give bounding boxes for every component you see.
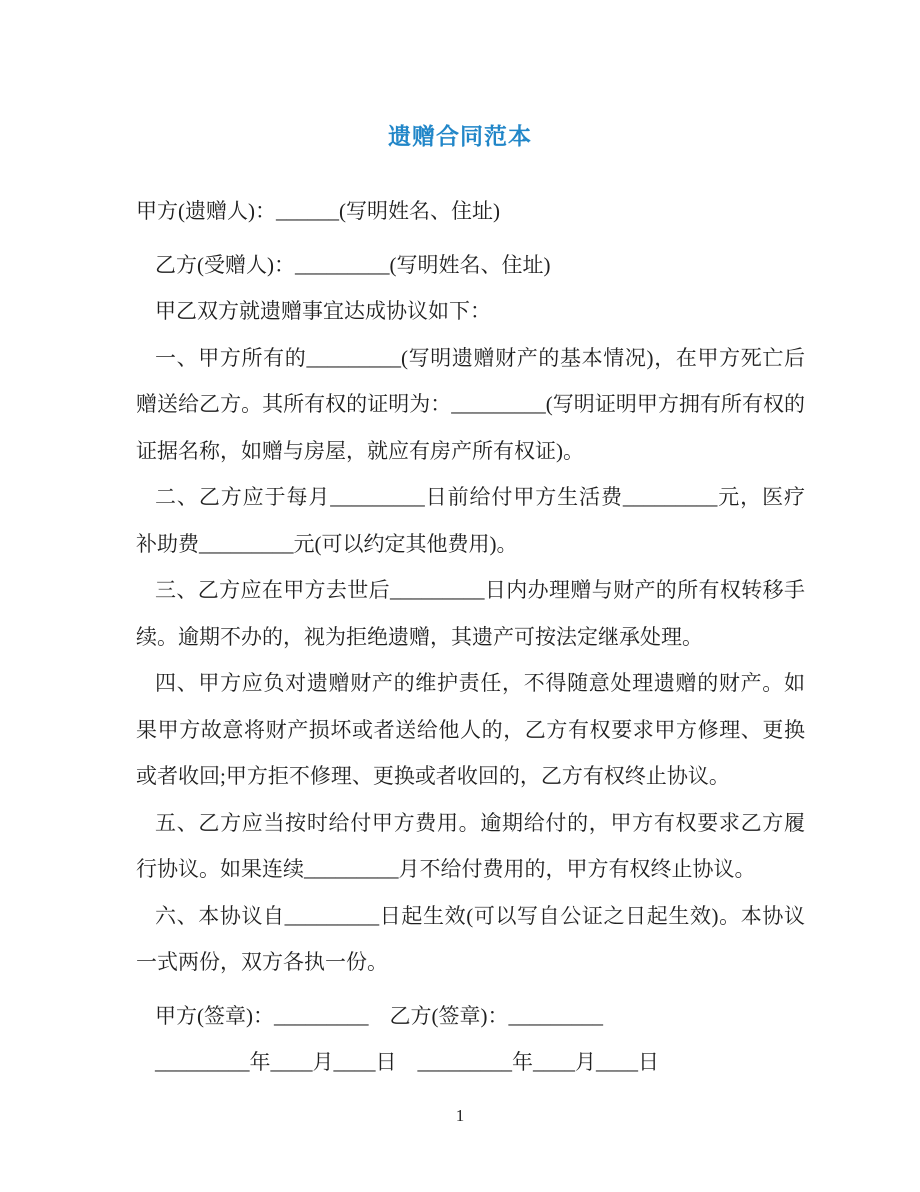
- paragraph-clause-5: 五、乙方应当按时给付甲方费用。逾期给付的，甲方有权要求乙方履行协议。如果连续_________月不给付费用的，甲方有权终止协议。: [136, 810, 805, 881]
- paragraph-clause-2: 二、乙方应于每月_________日前给付甲方生活费_________元，医疗补助费_________元(可以约定其他费用)。: [136, 485, 805, 556]
- document-title: 遗赠合同范本: [388, 124, 532, 149]
- date-line: _________年____月____日 _________年____月____日: [155, 1050, 659, 1074]
- paragraph-clause-1: 一、甲方所有的_________(写明遗赠财产的基本情况)，在甲方死亡后赠送给乙方。其所有权的证明为：_________(写明证明甲方拥有所有权的证据名称，如赠与房屋，就应有房产所有权证)。: [136, 345, 805, 463]
- document-body: [136, 188, 805, 1086]
- paragraph-clause-6: 六、本协议自_________日起生效(可以写自公证之日起生效)。本协议一式两份，双方各执一份。: [136, 903, 805, 974]
- paragraph-party-a: 甲方(遗赠人)：______(写明姓名、住址): [136, 199, 500, 223]
- page-number: 1: [455, 1106, 465, 1125]
- paragraph-party-b: 乙方(受赠人)：_________(写明姓名、住址): [155, 252, 551, 277]
- signature-line: 甲方(签章)：_________ 乙方(签章)：_________: [155, 1003, 603, 1028]
- paragraph-clause-4: 四、甲方应负对遗赠财产的维护责任，不得随意处理遗赠的财产。如果甲方故意将财产损坏或者送给他人的，乙方有权要求甲方修理、更换或者收回;甲方拒不修理、更换或者收回的，乙方有权终止协议。: [136, 671, 805, 788]
- paragraph-preamble: 甲乙双方就遗赠事宜达成协议如下：: [155, 299, 491, 323]
- paragraph-clause-3: 三、乙方应在甲方去世后_________日内办理赠与财产的所有权转移手续。逾期不办的，视为拒绝遗赠，其遗产可按法定继承处理。: [136, 578, 805, 649]
